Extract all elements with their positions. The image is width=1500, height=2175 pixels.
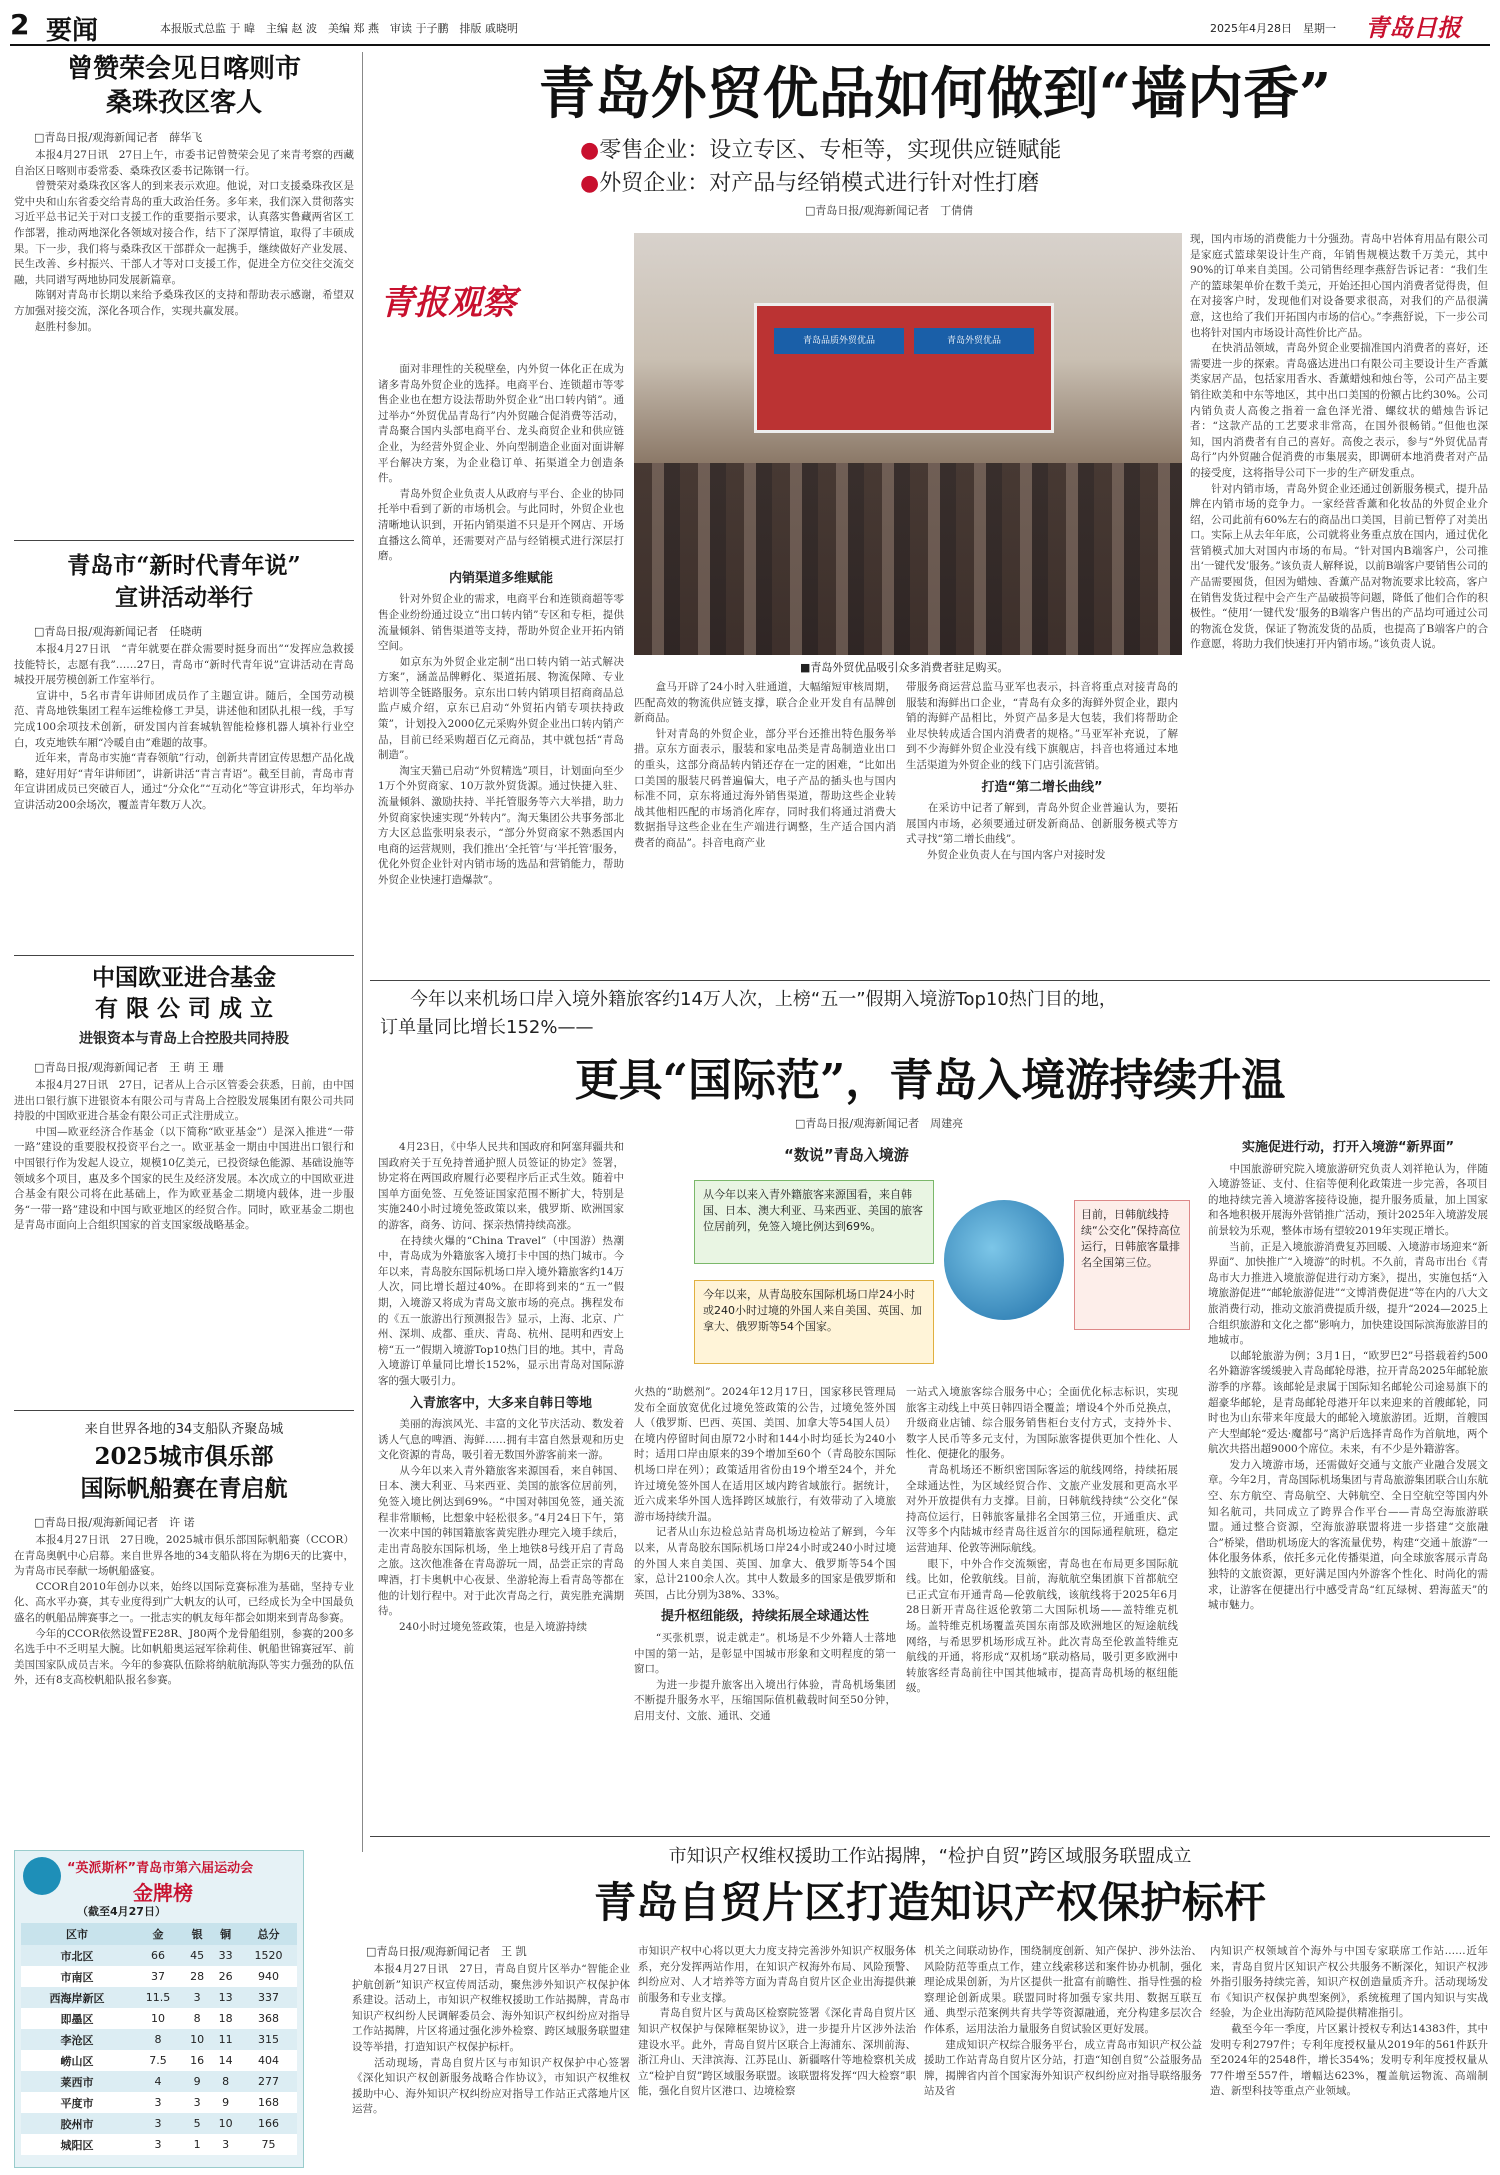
main-col-1: 面对非理性的关税壁垒，内外贸一体化正在成为诸多青岛外贸企业的选择。电商平台、连锁超市等零售企业也在想方设法帮助外贸企业“出口转内销”。通过举办“外贸优品青岛行”内外贸融合促消费等活动，青岛聚合国内头部电商平台、龙头商贸企业和供应链企业，为经营外贸企业、外向型制造企业面对面讲解平台解决方案，为企业稳订单、拓渠道全力创造条件。 青岛外贸企业负责人从政府与平台、企业的协同托举中看到了新的市场机会。与此同时，外贸企业也清晰地认识到，开拓内销渠道不只是开个网店、开场直播这么简单，还需要对产品与经销模式进行深层打磨。 内销渠道多维赋能 针对外贸企业的需求，电商平台和连锁商超等零售企业纷纷通过设立“出口转内销”专区和专柜，提供流量倾斜、销售渠道等支持，帮助外贸企业开拓内销空间。 如京东为外贸企业定制“出口转内销一站式解决方案”，涵盖品牌孵化、渠道拓展、物流保障、专业培训等全链路服务。京东出口转内销项目招商商品总监卢威介绍，京东已启动“外贸拓内销专项扶持政策”，计划投入2000亿元采购外贸企业出口转内销产品，目前已经采购超百亿元商品，其中就包括“青岛制造”。 淘宝天猫已启动“外贸精选”项目，计划面向至少1万个外贸商家、10万款外贸货源。通过快捷入驻、流量倾斜、激励扶持、半托管服务等六大举措，助力外贸商家快速实现“外转内”。淘天集团公共事务部北方大区总监张明泉表示，“部分外贸商家不熟悉国内电商的运营规则，我们推出‘全托管’与‘半托管’服务，优化外贸企业针对内销市场的选品和营销能力，帮助外贸企业快速打造爆款”。 xyxy=(378,363,624,886)
infographic-title: “数说”青岛入境游 xyxy=(784,1146,909,1164)
region-cell: 即墨区 xyxy=(60,2012,94,2026)
medal-count-cell: 37 xyxy=(150,1970,165,1983)
medal-table-box xyxy=(14,1850,304,2168)
medal-count-cell: 75 xyxy=(261,2138,276,2151)
medal-count-cell: 18 xyxy=(218,2012,233,2025)
article-body: 本报4月27日讯 27日上午，市委书记曾赞荣会见了来青考察的西藏自治区日喀则市委常委、桑珠孜区委书记陈钢一行。 曾赞荣对桑珠孜区客人的到来表示欢迎。他说，对口支援桑珠孜区是党中央和山东省委交给青岛的重大政治任务。多年来，我们深入贯彻落实习近平总书记关于对口支援工作的重要指示要求，认真落实鲁藏两省区工作部署，推动两地深化各领域对接合作，结下了深厚情谊，取得了丰硕成果。下一步，我们将与桑珠孜区干部群众一起携手，继续做好产业发展、民生改善、乡村振兴、干部人才等对口支援工作，促进全方位交往交流交融，共同谱写两地协同发展新篇章。 陈钢对青岛市长期以来给予桑珠孜区的支持和帮助表示感谢，希望双方加强对接交流，深化各项合作，实现共赢发展。 赵胜村参加。 xyxy=(14,149,354,333)
byline: □青岛日报/观海新闻记者 王 萌 王 珊 xyxy=(34,1061,224,1074)
tourism-kicker: 今年以来机场口岸入境外籍旅客约14万人次，上榜“五一”假期入境游Top10热门目的地， 订单量同比增长152%—— xyxy=(380,989,1117,1038)
shop-facade xyxy=(754,303,1054,433)
region-cell: 城阳区 xyxy=(60,2138,94,2152)
column-logo: 青报观察 xyxy=(380,283,516,323)
header-region: 区市 xyxy=(66,1928,88,1941)
medal-count-cell: 8 xyxy=(154,2033,162,2046)
kicker: 来自世界各地的34支船队齐聚岛城 xyxy=(84,1422,284,1437)
newspaper-logo: 青岛日报 xyxy=(1365,13,1461,42)
byline: □青岛日报/观海新闻记者 薛华飞 xyxy=(34,131,203,144)
bullet-icon: ● xyxy=(580,171,600,196)
medal-table-row xyxy=(21,2134,297,2155)
header-bronze: 铜 xyxy=(220,1928,232,1941)
masthead-rule xyxy=(10,44,1490,46)
issue-date: 2025年4月28日 星期一 xyxy=(1210,22,1336,35)
medal-count-cell: 13 xyxy=(218,1991,233,2004)
medal-count-cell: 9 xyxy=(222,2096,230,2109)
tourism-infographic xyxy=(634,1140,1194,1380)
medal-count-cell: 3 xyxy=(154,2096,162,2109)
article-sailing-race xyxy=(14,1418,354,1843)
ip-col-1: □青岛日报/观海新闻记者 王 凯 本报4月27日讯 27日，青岛自贸片区举办“智能企业 护航创新”知识产权宣传周活动，聚焦涉外知识产权保护体系建设。活动上，市知识产权维权援助工作站揭牌，青岛市知识产权纠纷人民调解委员会、海外知识产权纠纷应对指导工作站揭牌，片区将通过强化涉外检察、跨区域服务联盟建设等举措，打造知识产权保护标杆。 活动现场，青岛自贸片区与市知识产权保护中心签署《深化知识产权创新服务战略合作协议》，市知识产权维权援助中心、海外知识产权纠纷应对指导工作站正式落地片区运营。 xyxy=(352,1945,630,2116)
crowd xyxy=(634,463,1182,655)
byline: □青岛日报/观海新闻记者 任晓萌 xyxy=(34,625,203,638)
photo-caption: ■青岛外贸优品吸引众多消费者驻足购买。 xyxy=(800,661,1009,674)
region-cell: 胶州市 xyxy=(60,2117,94,2131)
medal-count-cell: 11 xyxy=(218,2033,233,2046)
subheadline: 进银资本与青岛上合控股共同持股 xyxy=(79,1031,289,1047)
ip-col-3: 机关之间联动协作，围绕制度创新、知产保护、涉外法治、风险防范等重点工作，建立线索移送和案件协办机制，强化理论成果创新，为片区提供一批富有前瞻性、指导性强的检察理论创新成果。联盟同时将加强专家共用、数据互联互通、典型示范案例共育共学等资源融通，充分构建多层次合作体系，运用法治力量服务自贸试验区更好发展。 建成知识产权综合服务平台，成立青岛市知识产权公益援助工作站青岛自贸片区分站，打造“知创自贸”公益服务品牌，揭牌省内首个国家海外知识产权纠纷应对指导联络服务站及省 xyxy=(924,1945,1202,2098)
medal-table xyxy=(21,1923,297,2155)
tourism-col-1: 4月23日，《中华人民共和国政府和阿塞拜疆共和国政府关于互免持普通护照人员签证的协定》签署，协定将在两国政府履行必要程序后正式生效。随着中国单方面免签、互免签证国家范围不断扩大，特别是实施240小时过境免签政策以来，俄罗斯、欧洲国家的游客，商务、访问、探亲热情持续高涨。 在持续火爆的“China Travel”（中国游）热潮中，青岛成为外籍旅客入境打卡中国的热门城市。今年以来，青岛胶东国际机场口岸入境外籍旅客约14万人次，同比增长超过40%。在即将到来的“五一”假期，入境游又将成为青岛文旅市场的亮点。携程发布的《五一旅游出行预测报告》显示，上海、北京、广州、深圳、成都、重庆、青岛、杭州、昆明和西安上榜“五一”假期入境游Top10热门目的地。其中，青岛入境游订单量同比增长152%，显示出青岛对国际游客的强大吸引力。 入青旅客中，大多来自韩日等地 美丽的海滨风光、丰富的文化节庆活动、数发着诱人气息的啤酒、海鲜……拥有丰富自然景观和历史文化资源的青岛，吸引着无数国外游客前来一游。 从今年以来入青外籍旅客来源国看，来自韩国、日本、澳大利亚、马来西亚、美国的旅客位居前列，免签入境比例达到69%。“中国对韩国免签，通关流程非常顺畅，比想象中轻松很多。”4月24日下午，第一次来中国的韩国籍旅客黄宪胜办理完入境手续后，走出青岛胶东国际机场，坐上地铁8号线开启了青岛之旅。这次他准备在青岛游玩一周，品尝正宗的青岛啤酒，打卡奥帆中心夜景、坐游轮海上看青岛等都在他的计划行程中。对于此次青岛之行，黄宪胜充满期待。 240小时过境免签政策，也是入境游持续 xyxy=(378,1141,624,1633)
medal-count-cell: 7.5 xyxy=(149,2054,167,2067)
headline-line2: 桑珠孜区客人 xyxy=(105,88,262,118)
medal-table-row xyxy=(21,2029,297,2050)
byline: □青岛日报/观海新闻记者 许 诺 xyxy=(34,1516,195,1529)
section-subhead: 入青旅客中，大多来自韩日等地 xyxy=(409,1395,592,1411)
medal-count-cell: 3 xyxy=(222,2138,230,2151)
medal-table-row xyxy=(21,1945,297,1966)
medal-count-cell: 3 xyxy=(154,2138,162,2151)
divider xyxy=(14,540,354,541)
medal-table-date: （截至4月27日） xyxy=(77,1905,166,1918)
medal-count-cell: 5 xyxy=(193,2117,201,2130)
medal-count-cell: 14 xyxy=(218,2054,233,2067)
headline: 曾赞荣会见日喀则市 xyxy=(66,54,301,84)
medal-table-row xyxy=(21,1987,297,2008)
medal-count-cell: 10 xyxy=(150,2012,165,2025)
medal-count-cell: 26 xyxy=(218,1970,233,1983)
medal-table-row xyxy=(21,2092,297,2113)
main-subheadline-2: ●外贸企业：对产品与经销模式进行针对性打磨 xyxy=(580,171,1040,196)
section-subhead: 提升枢纽能级，持续拓展全球通达性 xyxy=(660,1609,869,1625)
medal-count-cell: 168 xyxy=(257,2096,279,2109)
medal-count-cell: 1520 xyxy=(254,1949,283,1962)
header-score: 总分 xyxy=(257,1928,280,1941)
main-col-4: 现，国内市场的消费能力十分强劲。青岛中岩体育用品有限公司是家庭式篮球架设计生产商，年销售规模达数千万美元，其中90%的订单来自美国。公司销售经理李燕舒告诉记者：“我们生产的篮球架单价在数千美元，开始还担心国内消费者觉得贵，但在对接客户时，发现他们对设备要求很高，对我们的产品很满意，这也给了我们开拓国内市场的信心。”李燕舒说，下一步公司也将针对国内市场设计高性价比产品。 在快消品领域，青岛外贸企业要揣准国内消费者的喜好，还需要进一步的探索。青岛盛达进出口有限公司主要设计生产香薰类家居产品，包括家用香水、香薰蜡烛和烛台等，公司产品主要销往欧美和中东等地区，其中出口美国的份额占比约30%。公司内销负责人高俊之指着一盒色泽光滑、螺纹状的蜡烛告诉记者：“这款产品的工艺要求非常高，在国外很畅销。”但他也深知，国内消费者有自己的喜好。高俊之表示，参与“外贸优品青岛行”内外贸融合促消费的市集展卖，即调研本地消费者对产品的接受度，这将指导公司下一步的生产研发重点。 针对内销市场，青岛外贸企业还通过创新服务模式，提升品牌在内销市场的竞争力。一家经营香薰和化妆品的外贸企业介绍，公司此前有60%左右的商品出口美国，目前已暂停了对美出口。实际上从去年年底，公司就将业务重点放在国内，通过优化营销模式加大对国内市场的布局。“针对国内B端客户，公司推出‘一键代发’服务。”该负责人解释说，以前B端客户要销售公司的产品需要囤货，但因为蜡烛、香薰产品对物流要求比较高，客户在销售发货过程中会产生产品破损等问题，降低了他们合作的积极性。“使用‘一键代发’服务的B端客户售出的产品均可通过公司的物流仓发货，保证了物流发货的品质，也提高了B端客户的合作意愿，将助力我们快速打开内销市场。”该负责人说。 xyxy=(1190,233,1488,651)
headline: 青岛市“新时代青年说” xyxy=(67,552,301,579)
medal-count-cell: 1 xyxy=(193,2138,201,2151)
info-box-2: 今年以来，从青岛胶东国际机场口岸24小时或240小时过境的外国人来自美国、英国、加拿大、俄罗斯等54个国家。 xyxy=(694,1280,934,1364)
shop-sign-2: 青岛外贸优品 xyxy=(914,328,1034,354)
medal-table-row xyxy=(21,2071,297,2092)
medal-count-cell: 404 xyxy=(257,2054,279,2067)
masthead xyxy=(10,8,1490,42)
article-body: 本报4月27日讯 27日，记者从上合示区管委会获悉，日前，由中国进出口银行旗下进银资本有限公司与青岛上合控股发展集团有限公司共同持股的中国欧亚进合基金有限公司正式注册成立。 中国—欧亚经济合作基金（以下简称“欧亚基金”）是深入推进“一带一路”建设的重要股权投资平台之一。欧亚基金一期由中国进出口银行和中国银行作为发起人设立，规模10亿美元，已投资绿色能源、基础设施等领域多个项目，惠及多个国家的民生及经济发展。本次成立的中国欧亚进合基金有限公司将在此基础上，作为欧亚基金二期境内载体，进一步服务“一带一路”建设和中国与欧亚地区的经贸合作。同时，欧亚基金二期也是青岛市面向上合组织国家的首支国家级战略基金。 xyxy=(14,1079,354,1232)
header-silver: 银 xyxy=(191,1928,203,1941)
divider xyxy=(14,1410,354,1411)
medal-count-cell: 3 xyxy=(154,2117,162,2130)
tourism-byline: □青岛日报/观海新闻记者 周建亮 xyxy=(795,1117,964,1130)
headline-line2: 有 限 公 司 成 立 xyxy=(94,995,274,1022)
bullet-icon: ● xyxy=(580,138,600,163)
medal-count-cell: 4 xyxy=(154,2075,162,2088)
headline: 2025城市俱乐部 xyxy=(94,1443,274,1470)
page-number: 2 xyxy=(10,8,30,41)
ip-kicker: 市知识产权维权援助工作站揭牌，“检护自贸”跨区域服务联盟成立 xyxy=(668,1846,1192,1867)
medal-count-cell: 277 xyxy=(257,2075,279,2088)
ip-col-4: 内知识产权领域首个海外与中国专家联席工作站……近年来，青岛自贸片区知识产权公共服务不断深化，知识产权涉外指引服务持续完善，知识产权创造量质齐升。活动现场发布《知识产权保护典型案例》，系统梳理了国内知识与实战经验，为企业出海防范风险提供精准指引。 截至今年一季度，片区累计授权专利达14383件，其中发明专利2797件；专利年度授权量从2019年的561件跃升至2024年的2548件，增长354%；发明专利年度授权量从77件增至557件，增幅达623%，覆盖航运物流、高端制造、新型科技等重点产业领域。 xyxy=(1210,1945,1488,2098)
main-col-2: 盒马开辟了24小时入驻通道，大幅缩短审核周期，匹配高效的物流供应链支撑，联合企业开发自有品牌创新商品。 针对青岛的外贸企业，部分平台还推出特色服务举措。京东方面表示，服装和家电品类是青岛制造业出口的重头，这部分商品转内销还存在一定的困难，“比如出口美国的服装尺码普遍偏大，电子产品的插头也与国内标准不同，京东将通过海外销售渠道，帮助这些企业转战其他相匹配的市场消化库存，同时我们将通过消费大数据指导这些企业在生产端进行调整，生产适合国内消费者的商品”。抖音电商产业 xyxy=(634,681,896,849)
main-headline: 青岛外贸优品如何做到“墙内香” xyxy=(538,61,1332,127)
medal-count-cell: 166 xyxy=(257,2117,279,2130)
medal-count-cell: 10 xyxy=(218,2117,233,2130)
tourism-col-4: 实施促进行动，打开入境游“新界面” 中国旅游研究院入境旅游研究负责人刘祥艳认为，伴随入境游签证、支付、住宿等便利化政策进一步完善，各项目的地持续完善入境游客接待设施，提升服务质量，加上国家和各地积极开展海外营销推广活动，预计2025年入境游发展前景较为乐观，整体市场有望较2019年实现正增长。 当前，正是入境旅游消费复苏回暖、入境游市场迎来“新界面”、加快推广“入境游”的时机。不久前，青岛市出台《青岛市大力推进入境旅游促进行动方案》，提出，实施包括“入境旅游促进”“邮轮旅游促进”“文博消费促进”等在内的八大文旅消费行动，推动文旅消费提质升级，提升“2024—2025上合组织旅游和文化之都”影响力，加快建设国际滨海旅游目的地城市。 以邮轮旅游为例；3月1日，“欧罗巴2”号搭载着约500名外籍游客缓缓驶入青岛邮轮母港，拉开青岛2025年邮轮旅游季的序幕。该邮轮是隶属于国际知名邮轮公司途易旗下的超豪华邮轮，是青岛邮轮母港开年以来迎来的首艘邮轮，同时也为山东带来年度最大的邮轮入境旅游团。近期，首艘国产大型邮轮“爱达·魔都号”离沪后选择青岛作为首航地，两个航次共搭出超9000个席位。未来，有不少是外籍游客。 发力入境游市场，还需做好交通与文旅产业融合发展文章。今年2月，青岛国际机场集团与青岛旅游集团联合山东航空、东方航空、青岛航空、大韩航空、全日空航空等国内外知名航司，共同成立了跨界合作平台——青岛空海旅游联盟。通过整合资源，空海旅游联盟将进一步搭建“交旅融合”桥梁，借助机场庞大的客流量优势，构建“交通＋旅游”一体化服务体系，依托多元化传播渠道，向全球旅客展示青岛独特的文旅资源，更好满足国内外游客个性化、时尚化的需求，让游客在便捷出行中感受青岛“红瓦绿树、碧海蓝天”的城市魅力。 xyxy=(1208,1140,1488,1612)
medal-count-cell: 940 xyxy=(257,1970,279,1983)
ip-col-2: 市知识产权中心将以更大力度支持完善涉外知识产权服务体系，充分发挥两站作用，在知识产权海外布局、风险预警、纠纷应对、人才培养等方面为青岛自贸片区企业出海提供兼前服务和专业支撑。 青岛自贸片区与黄岛区检察院签署《深化青岛自贸片区知识产权保护与保障框架协议》，进一步提升片区涉外法治建设水平。此外，青岛自贸片区联合上海浦东、深圳前海、浙江舟山、天津滨海、江苏昆山、新疆喀什等地检察机关成立“检护自贸”跨区域服务联盟。该联盟将发挥“四大检察”职能，强化自贸片区港口、边境检察 xyxy=(638,1945,916,2098)
region-cell: 平度市 xyxy=(60,2096,94,2110)
article-youth-lecture xyxy=(14,550,354,950)
medal-table-row xyxy=(21,2050,297,2071)
globe-icon xyxy=(944,1200,1064,1320)
medal-count-cell: 337 xyxy=(257,1991,279,2004)
divider xyxy=(370,1836,1490,1837)
region-cell: 市南区 xyxy=(60,1970,94,1984)
medal-count-cell: 3 xyxy=(193,2096,201,2109)
medal-table-row xyxy=(21,2008,297,2029)
ip-headline: 青岛自贸片区打造知识产权保护标杆 xyxy=(593,1878,1266,1927)
medal-count-cell: 315 xyxy=(257,2033,279,2046)
headline-line2: 宣讲活动举行 xyxy=(115,584,253,611)
headline-line2: 国际帆船赛在青启航 xyxy=(80,1475,288,1502)
medal-count-cell: 45 xyxy=(190,1949,205,1962)
editor-credits: 本报版式总监 于 暐 主编 赵 波 美编 郑 燕 审读 于子鹏 排版 戚晓明 xyxy=(160,22,518,35)
divider xyxy=(370,980,1490,981)
games-logo-icon xyxy=(23,1857,61,1895)
market-photo xyxy=(634,233,1182,655)
divider xyxy=(14,955,354,956)
medal-count-cell: 11.5 xyxy=(145,1991,171,2004)
section-subhead: 实施促进行动，打开入境游“新界面” xyxy=(1241,1140,1455,1155)
medal-table-row xyxy=(21,1966,297,1987)
medal-count-cell: 8 xyxy=(222,2075,230,2088)
medal-count-cell: 9 xyxy=(193,2075,201,2088)
region-cell: 李沧区 xyxy=(60,2033,94,2047)
article-body: 本报4月27日讯 “青年就要在群众需要时挺身而出”“发挥应急救援技能特长，志愿有我”……27日，青岛市“新时代青年说”宣讲活动在青岛城投开展劳模创新工作室举行。 宣讲中，5名市青年讲师团成员作了主题宣讲。随后，全国劳动模范、青岛地铁集团工程车运维检修工尹昊，讲述他和团队扎根一线，手写完成100余项技术创新，研发国内首套城轨智能检修机器人填补行业空白，攻克地铁车厢“冷暖自由”难题的故事。 近年来，青岛市实施“青春领航”行动，创新共青团宣传思想产品化战略，建好用好“青年讲师团”，讲新讲活“青言青语”。截至目前，青岛市青年宣讲团成员已突破百人，通过“分众化”“互动化”等宣讲形式，年均举办宣讲活动200余场次，覆盖青年数万人次。 xyxy=(14,643,354,811)
article-eurasia-fund xyxy=(14,962,354,1407)
medal-count-cell: 66 xyxy=(150,1949,165,1962)
shop-sign-1: 青岛品质外贸优品 xyxy=(774,328,904,354)
left-column-divider xyxy=(362,52,363,1852)
article-body: 本报4月27日讯 27日晚，2025城市俱乐部国际帆船赛（CCOR）在青岛奥帆中心启幕。来自世界各地的34支船队将在为期6天的比赛中，为青岛市民奉献一场帆船盛宴。 CCOR自2010年创办以来，始终以国际竞赛标准为基础，坚持专业化、高水平办赛，其专业度得到广大帆友的认可，已经成长为全中国最负盛名的帆船品牌赛事之一。一批志实的帆友每年都会如期来到青岛参赛。 今年的CCOR依然设置FE28R、J80两个龙骨船组别，参赛的200多名选手中不乏明星大腕。比如帆船奥运冠军徐莉佳、帆船世锦赛冠军、前美国国家队成员吉米。今年的参赛队伍除将纳航航海队等实力强劲的队伍外，还有8支高校帆船队报名参赛。 xyxy=(14,1534,354,1687)
tourism-headline: 更具“国际范”，青岛入境游持续升温 xyxy=(574,1055,1286,1106)
header-gold: 金 xyxy=(152,1928,164,1941)
medal-table-title: “英派斯杯”青岛市第六届运动会 xyxy=(67,1861,254,1876)
section-subhead: 打造“第二增长曲线” xyxy=(981,779,1103,795)
main-subheadline-1: ●零售企业：设立专区、专柜等，实现供应链赋能 xyxy=(580,138,1062,163)
medal-count-cell: 16 xyxy=(190,2054,205,2067)
medal-table-heading: 金牌榜 xyxy=(133,1881,193,1905)
main-byline: □青岛日报/观海新闻记者 丁倩倩 xyxy=(805,204,974,217)
medal-table-header xyxy=(21,1923,297,1945)
tourism-col-2: 火热的“助燃剂”。2024年12月17日，国家移民管理局发布全面放宽优化过境免签政策的公告，过境免签外国人（俄罗斯、巴西、英国、美国、加拿大等54国人员）在境内停留时间由原72小时和144小时均延长为240小时；适用口岸由原来的39个增加至60个（青岛胶东国际机场口岸在列）；政策适用省份由19个增至24个，并允许过境免签外国人在适用区域内跨省域旅行。据统计，近六成来华外国人选择跨区域旅行，有效带动了入境旅游市场持续升温。 记者从山东边检总站青岛机场边检站了解到，今年以来，从青岛胶东国际机场口岸24小时或240小时过境的外国人来自美国、英国、加拿大、俄罗斯等54个国家，总计2100余人次。其中人数最多的国家是俄罗斯和英国，占比分别为38%、33%。 提升枢纽能级，持续拓展全球通达性 “买张机票，说走就走”。机场是不少外籍人士落地中国的第一站，是彰显中国城市形象和文明程度的第一窗口。 为进一步提升旅客出入境出行体验，青岛机场集团不断提升服务水平，压缩国际值机截载时间至50分钟，启用支付、文旅、通讯、交通 xyxy=(634,1386,896,1722)
medal-count-cell: 368 xyxy=(257,2012,279,2025)
region-cell: 市北区 xyxy=(60,1949,94,1963)
region-cell: 崂山区 xyxy=(60,2054,94,2068)
headline: 中国欧亚进合基金 xyxy=(92,964,276,991)
main-col-3: 带服务商运营总监马亚军也表示，抖音将重点对接青岛的服装和海鲜出口企业，“青岛有众多的海鲜外贸企业，跟内销的海鲜产品相比，外贸产品多是大包装，我们将帮助企业尽快转成适合国内消费者的规格。”马亚军补充说，了解到不少海鲜外贸企业没有线下旗舰店，抖音也将通过本地生活渠道为外贸企业的线下门店引流营销。 打造“第二增长曲线” 在采访中记者了解到，青岛外贸企业普遍认为，要拓展国内市场，必须要通过研发新商品、创新服务模式等方式寻找“第二增长曲线”。 外贸企业负责人在与国内客户对接时发 xyxy=(906,681,1178,861)
medal-count-cell: 3 xyxy=(193,1991,201,2004)
medal-count-cell: 28 xyxy=(190,1970,205,1983)
tourism-col-3: 一站式入境旅客综合服务中心；全面优化标志标识，实现旅客主动线上中英日韩四语全覆盖；增设4个外币兑换点，升级商业店铺、综合服务销售柜台支付方式，支持外卡、数字人民币等多元支付，为国际旅客提供更加个性化、人性化、便捷化的服务。 青岛机场还不断织密国际客运的航线网络，持续拓展全球通达性，为区域经贸合作、文旅产业发展和更高水平对外开放提供有力支撑。目前，日韩航线持续“公交化”保持高位运行，日韩旅客量排名全国第三位，开通重庆、武汉等多个内陆城市经青岛往返首尔的国际通程航班，稳定运营迪拜、伦敦等洲际航线。 眼下，中外合作交流频密，青岛也在布局更多国际航线。比如，伦敦航线。目前，海航航空集团旗下首都航空已正式宣布开通青岛—伦敦航线，该航线将于2025年6月28日新开青岛往返伦敦第二大国际机场——盖特维克机场。盖特维克机场覆盖英国东南部及欧洲地区的短途航线网络，与希思罗机场形成互补。此次青岛至伦敦盖特维克航线的开通，将形成“双机场”联动格局，吸引更多欧洲中转旅客经青岛前往中国其他城市，提高青岛机场的枢纽能级。 xyxy=(906,1386,1178,1695)
medal-table-row xyxy=(21,2113,297,2134)
region-cell: 西海岸新区 xyxy=(49,1991,105,2005)
medal-count-cell: 10 xyxy=(190,2033,205,2046)
section-name: 要闻 xyxy=(46,16,99,42)
info-box-3: 目前，日韩航线持续“公交化”保持高位运行，日韩旅客量排名全国第三位。 xyxy=(1074,1200,1190,1330)
section-subhead: 内销渠道多维赋能 xyxy=(448,570,553,586)
region-cell: 莱西市 xyxy=(60,2075,94,2089)
medal-count-cell: 8 xyxy=(193,2012,201,2025)
info-box-1: 从今年以来入青外籍旅客来源国看，来自韩国、日本、澳大利亚、马来西亚、美国的旅客位居前列，免签入境比例达到69%。 xyxy=(694,1180,934,1264)
medal-count-cell: 33 xyxy=(218,1949,233,1962)
article-zeng-zanrong xyxy=(14,52,354,522)
